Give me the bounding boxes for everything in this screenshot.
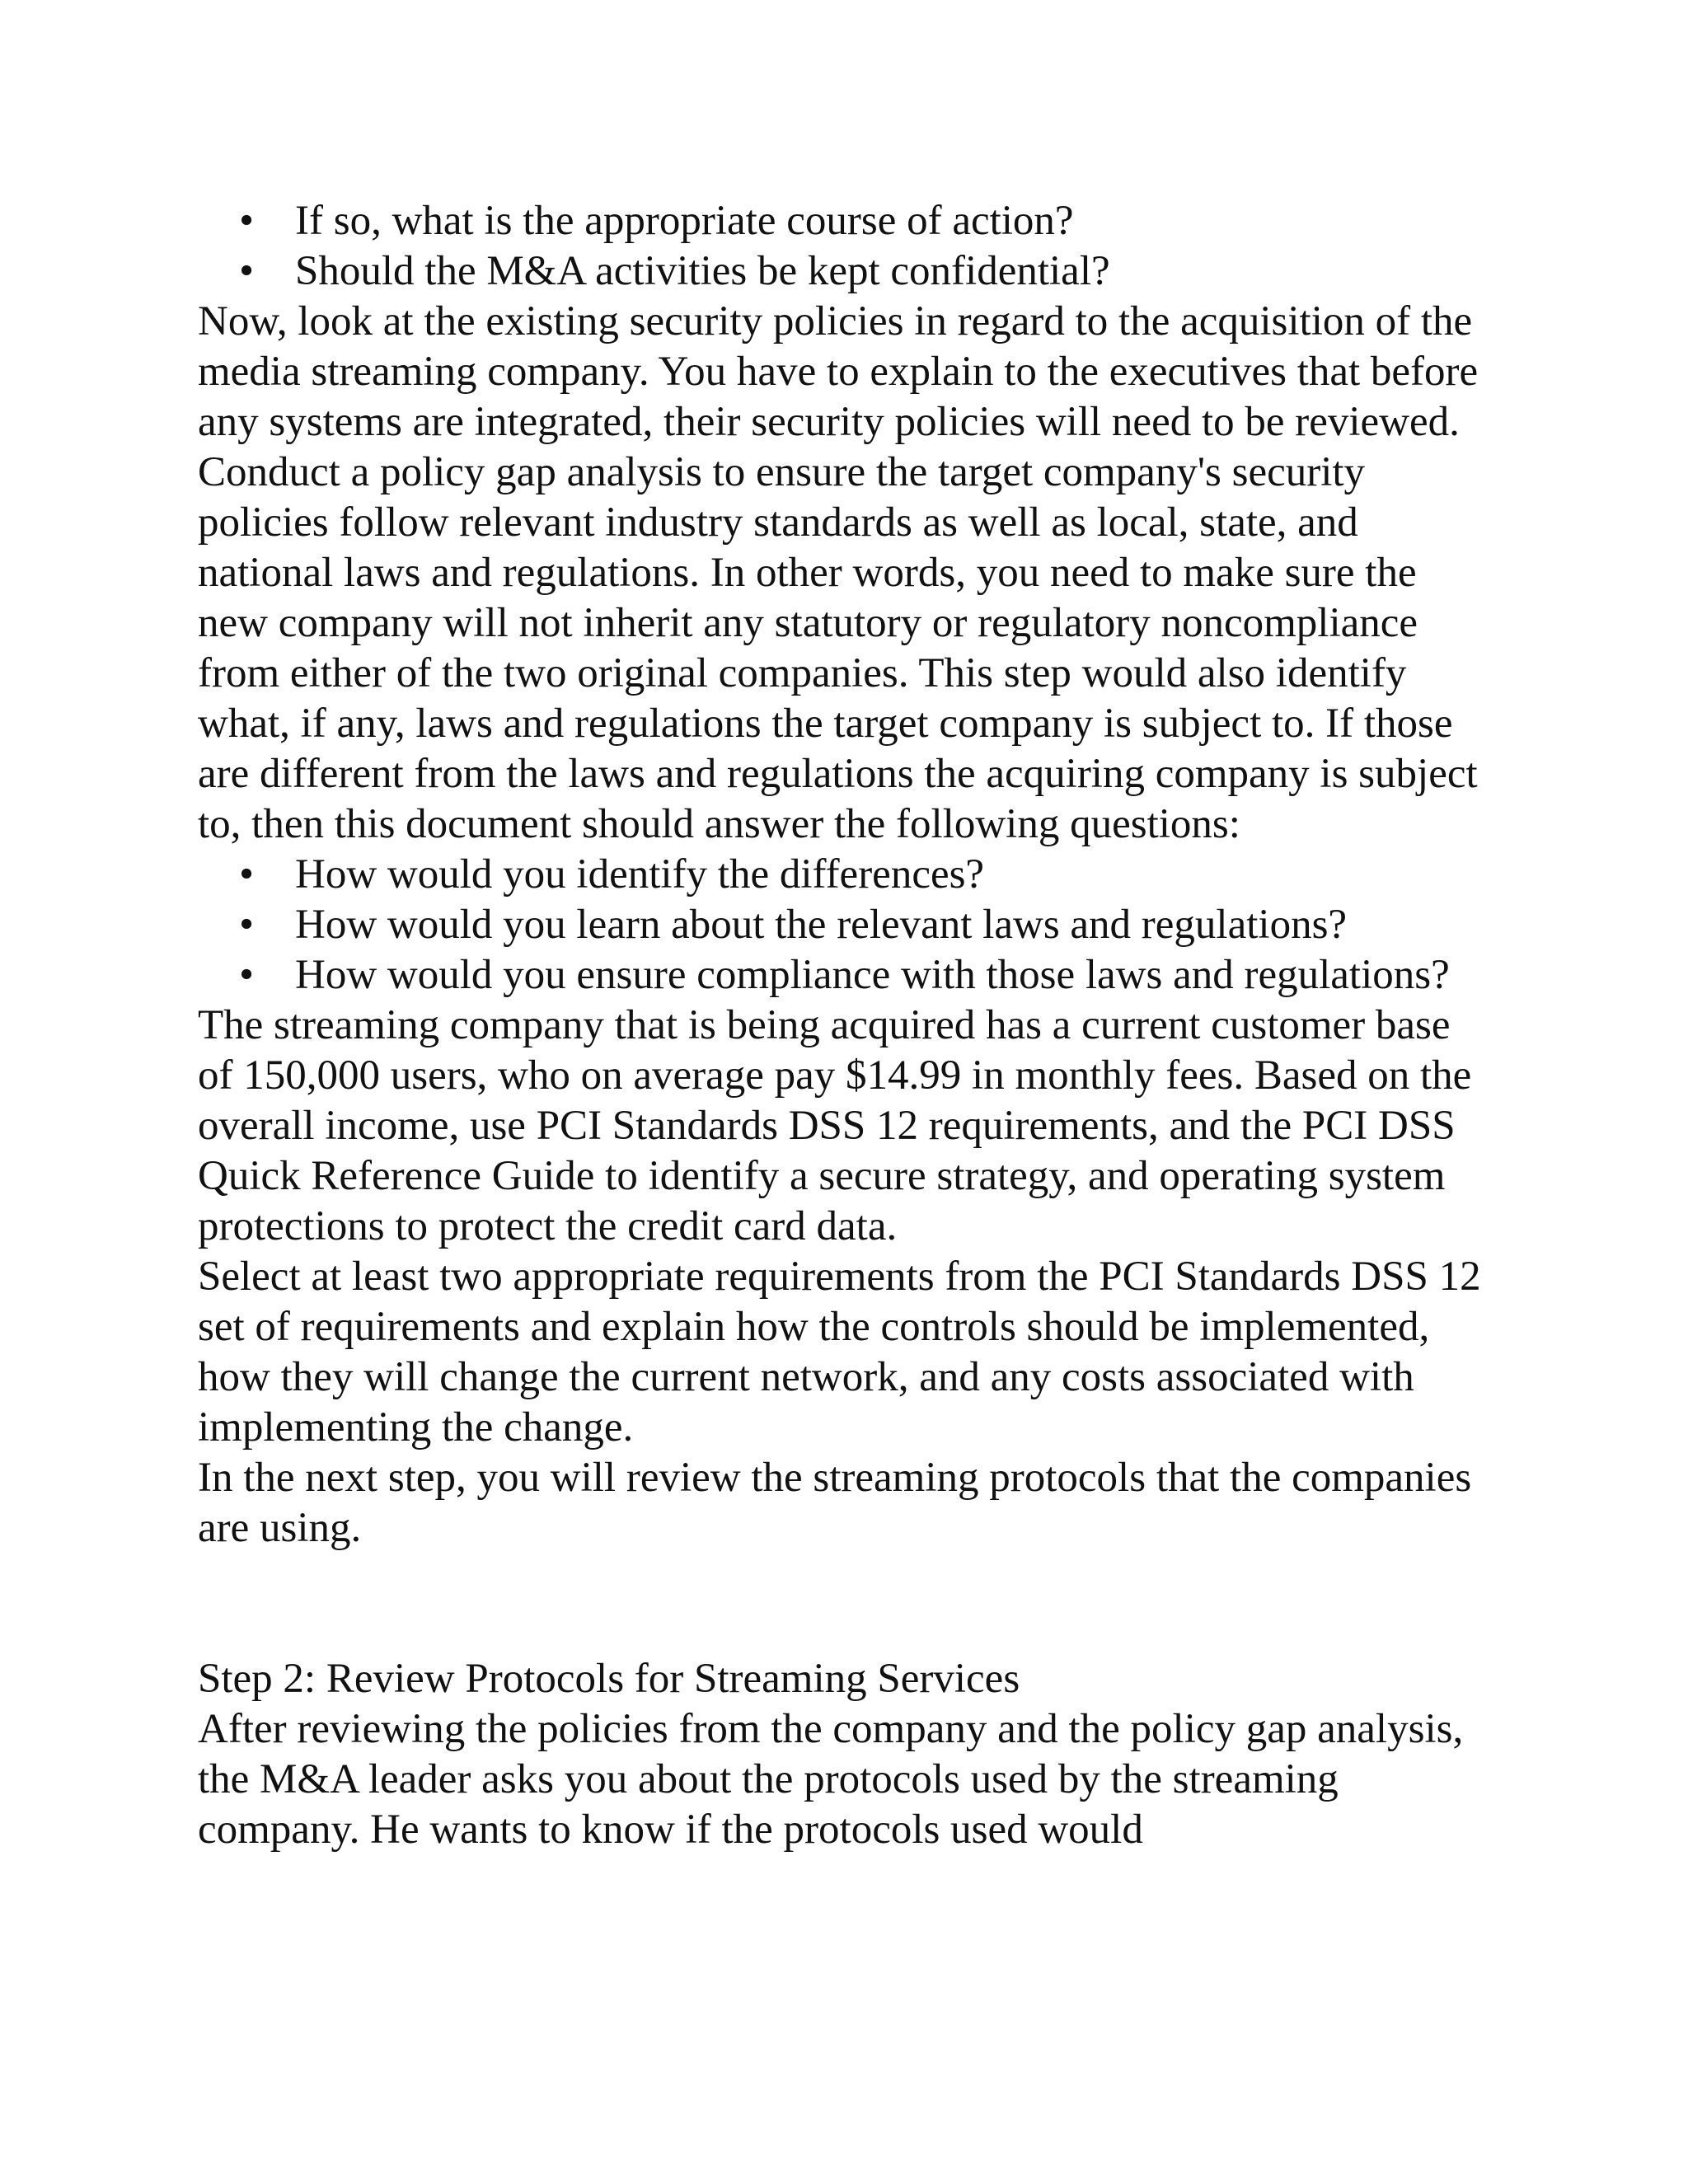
bullet-text: How would you identify the differences? [295,851,985,898]
list-item [198,196,1484,246]
step2-heading: Step 2: Review Protocols for Streaming Services [198,1656,1020,1702]
paragraph-existing-policies: Now, look at the existing security policies in regard to the acquisition of the media streaming company. You have to explain to the executives that before any systems are integrated, their security policies will need to be reviewed. [198,298,1479,445]
bullet-text: If so, what is the appropriate course of action? [295,198,1074,244]
bullet-icon: • [239,248,254,294]
paragraph-next-step: In the next step, you will review the streaming protocols that the companies are using. [198,1455,1472,1551]
section-spacer [198,1554,1484,1654]
list-item [198,246,1484,297]
paragraph-select-requirements: Select at least two appropriate requirements from the PCI Standards DSS 12 set of requirements and explain how the controls should be implemented, how they will change the current network, and any costs associated with implementing the change. [198,1254,1481,1451]
bullet-text: How would you ensure compliance with those laws and regulations? [295,952,1450,998]
list-item [198,850,1484,900]
question-bullet-list [198,850,1484,1001]
bullet-icon: • [239,198,254,244]
paragraph-gap-analysis: Conduct a policy gap analysis to ensure the target company's security policies follow relevant industry standards as well as local, state, and national laws and regulations. In other words, you need to make sure the new company will not inherit any statutory or regulatory noncompliance from either of the two original companies. This step would also identify what, if any, laws and regulations the target company is subject to. If those are different from the laws and regulations the acquiring company is subject to, then this document should answer the following questions: [198,449,1478,847]
bullet-icon: • [239,902,254,948]
list-item [198,950,1484,1001]
bullet-icon: • [239,952,254,998]
intro-bullet-list [198,196,1484,297]
bullet-text: Should the M&A activities be kept confidential? [295,248,1110,294]
list-item [198,900,1484,950]
paragraph-step2: After reviewing the policies from the company and the policy gap analysis, the M&A leader asks you about the protocols used by the streaming company. He wants to know if the protocols used would [198,1706,1464,1853]
document-body [198,196,1484,1855]
bullet-icon: • [239,851,254,898]
paragraph-customer-base: The streaming company that is being acquired has a current customer base of 150,000 users, who on average pay $14.99 in monthly fees. Based on the overall income, use PCI Standards DSS 12 requirements, and the PCI DSS Quick Reference Guide to identify a secure strategy, and operating system protections to protect the credit card data. [198,1002,1472,1249]
bullet-text: How would you learn about the relevant laws and regulations? [295,902,1348,948]
